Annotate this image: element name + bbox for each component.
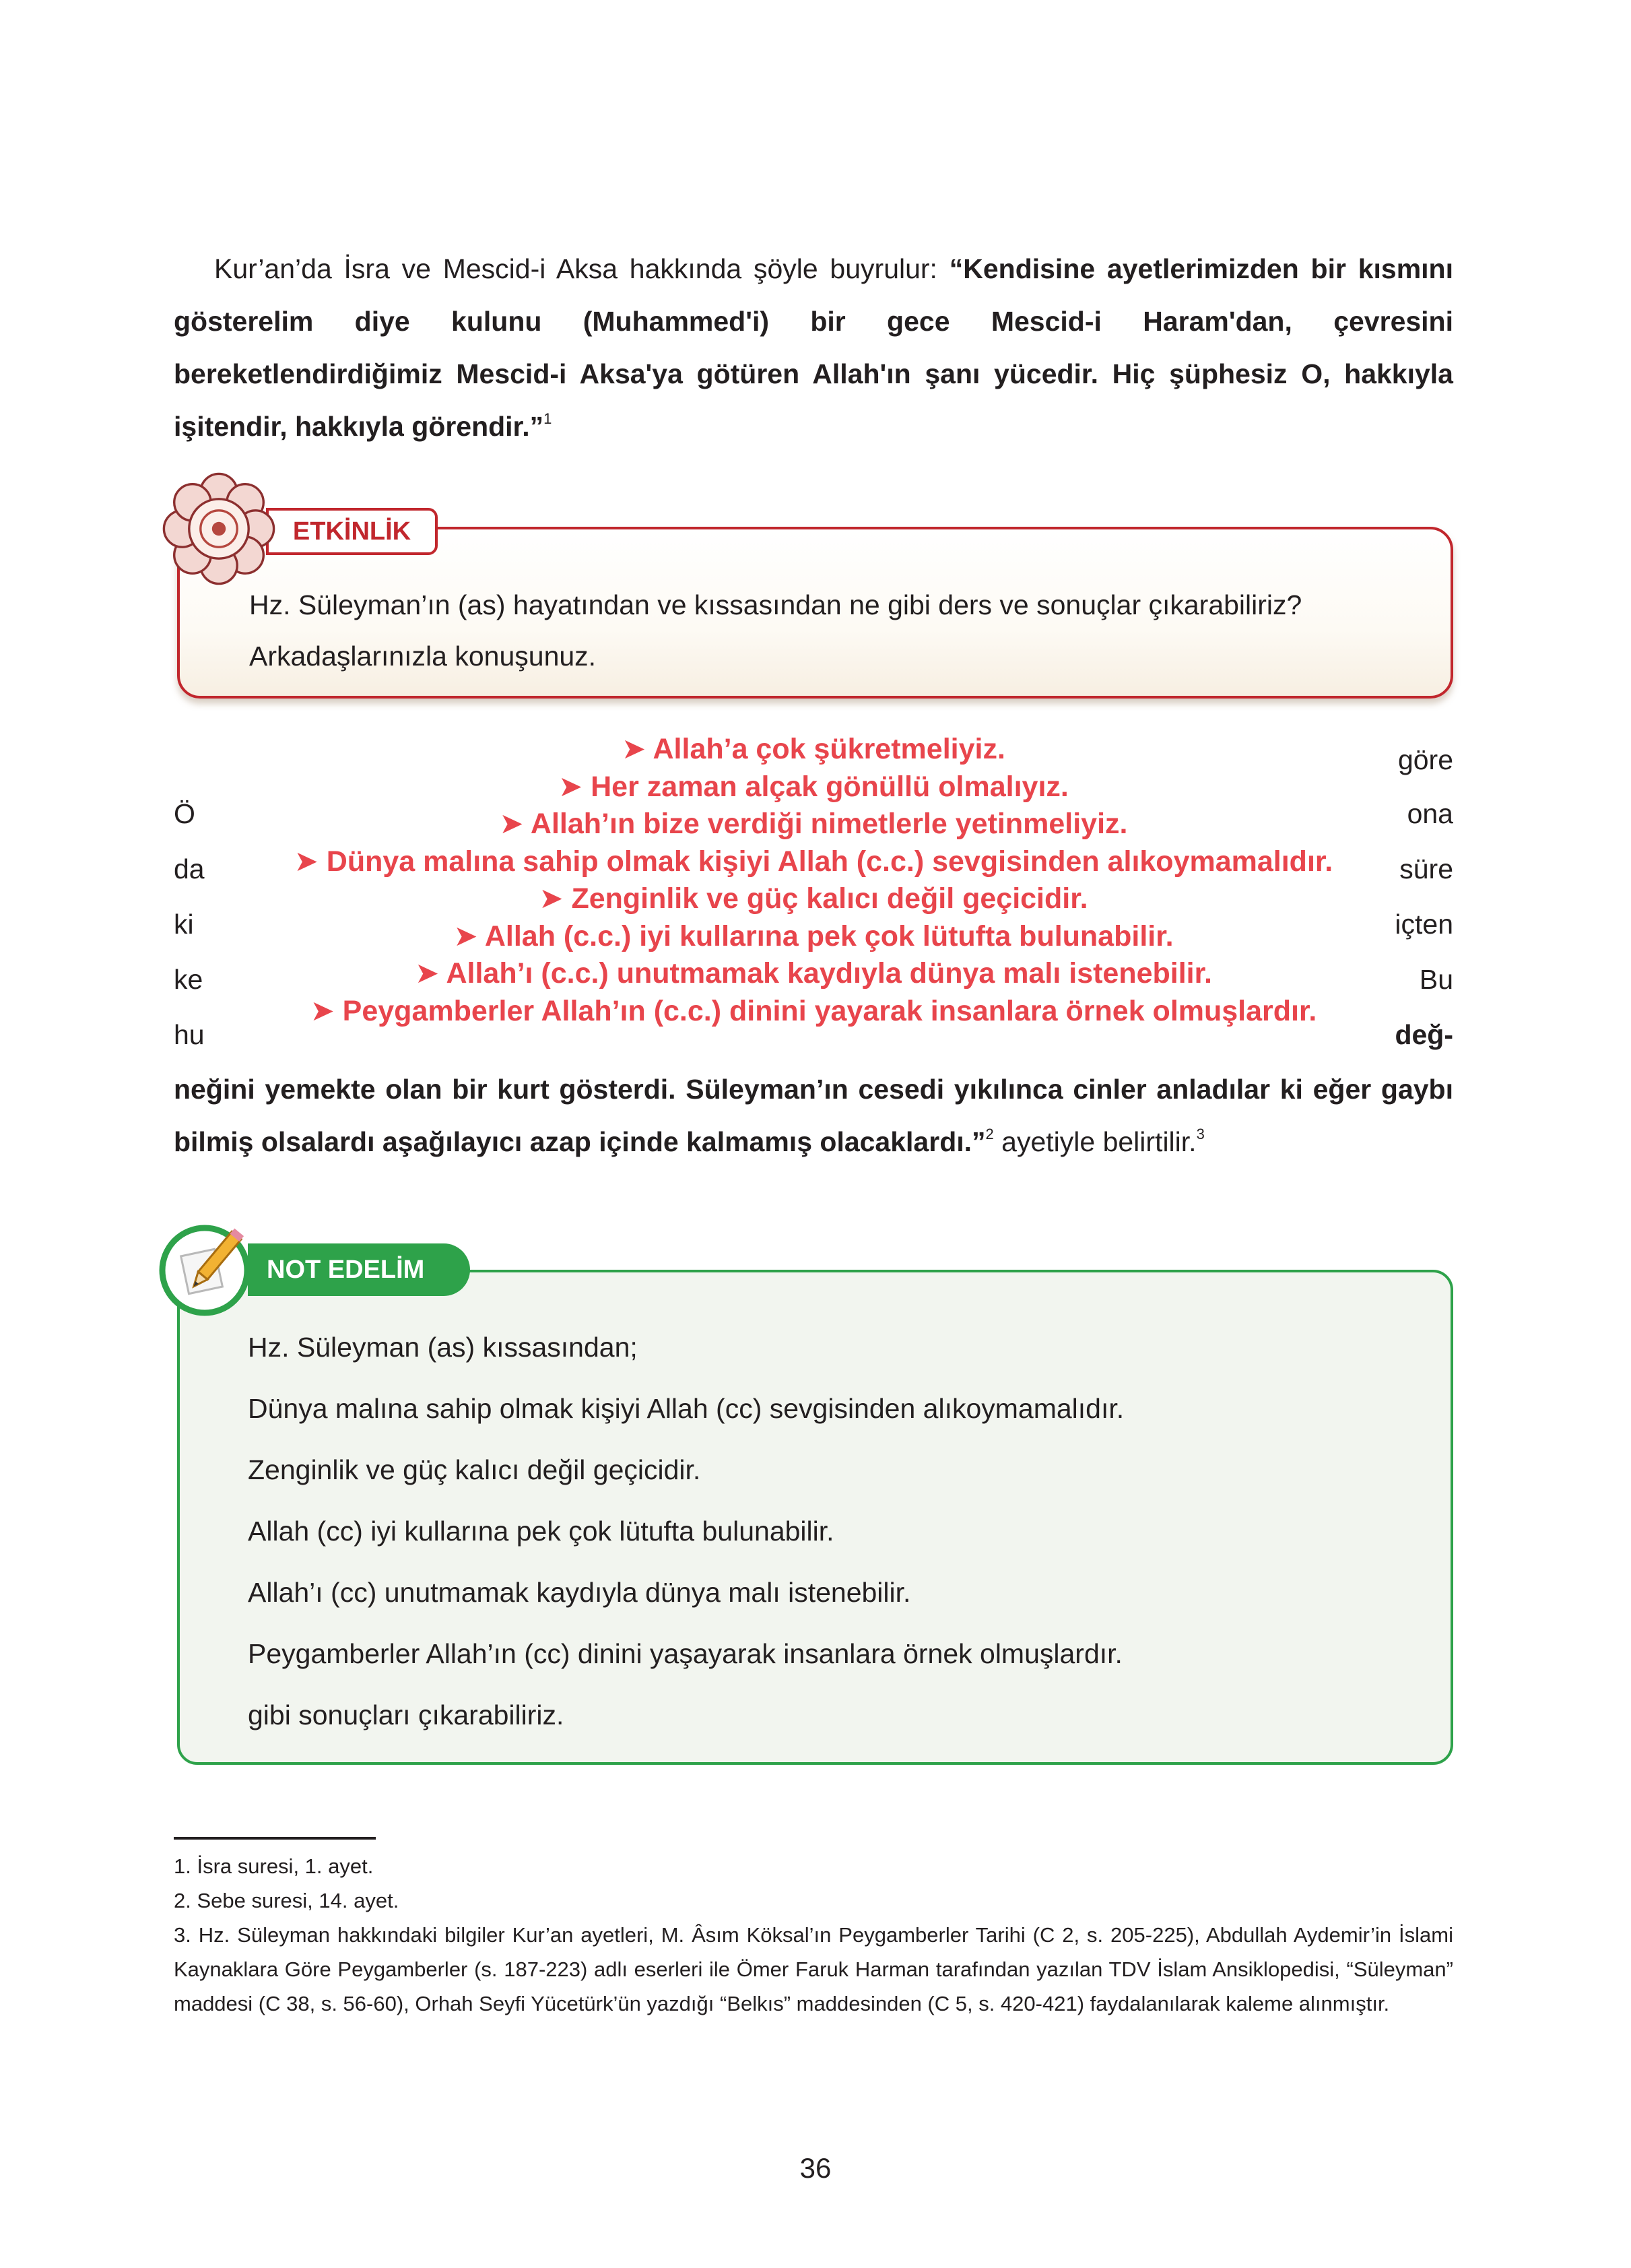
fragment-right-4: içten [1395,909,1453,940]
not-edelim-line: Zenginlik ve güç kalıcı değil geçicidir. [248,1454,701,1485]
footnote-divider [174,1837,376,1840]
fragment-left-2: da [174,853,205,884]
continuation-paragraph [174,1063,1453,1168]
answer-item: ➤ Allah (c.c.) iyi kullarına pek çok lütufta bulunabilir. [174,918,1453,956]
footnote-1: 1. İsra suresi, 1. ayet. [174,1854,374,1878]
footnote-ref-1: 1 [543,410,552,427]
fragment-left-1: Ö [174,798,195,829]
not-edelim-list [248,1317,1420,1746]
footnote-ref-3: 3 [1196,1126,1205,1142]
fragment-left-5: hu [174,1019,205,1050]
answer-item: ➤ Her zaman alçak gönüllü olmalıyız. [174,769,1453,806]
intro-plain: Kur’an’da İsra ve Mescid-i Aksa hakkında şöyle buyrulur: [214,253,950,284]
footnote-2: 2. Sebe suresi, 14. ayet. [174,1889,399,1912]
etkinlik-question: Hz. Süleyman’ın (as) hayatından ve kıssasından ne gibi ders ve sonuçlar çıkarabiliriz? Arkadaşlarınızla konuşunuz. [249,589,1302,672]
answer-item: ➤ Peygamberler Allah’ın (c.c.) dinini yayarak insanlara örnek olmuşlardır. [174,993,1453,1031]
answer-item: ➤ Zenginlik ve güç kalıcı değil geçicidir. [174,880,1453,918]
fragment-right-6: değ- [1395,1019,1453,1050]
continuation-quote: neğini yemekte olan bir kurt gösterdi. Süleyman’ın cesedi yıkılınca cinler anladılar ki eğer gaybı bilmiş olsalardı aşağılayıcı azap içinde kalmamış olacaklardı.” [174,1074,1453,1157]
not-edelim-line: Allah’ı (cc) unutmamak kaydıyla dünya malı istenebilir. [248,1577,911,1608]
not-edelim-line: Allah (cc) iyi kullarına pek çok lütufta bulunabilir. [248,1516,834,1547]
etkinlik-label: ETKİNLİK [266,508,438,555]
pencil-note-icon [156,1218,257,1319]
fragment-right-2: ona [1407,798,1453,829]
fragment-left-4: ke [174,964,203,995]
fragment-right-5: Bu [1419,964,1453,995]
footnote-ref-2: 2 [985,1126,994,1142]
not-edelim-line: Hz. Süleyman (as) kıssasından; [248,1332,638,1363]
answer-list [174,731,1453,1030]
footnote-3: 3. Hz. Süleyman hakkındaki bilgiler Kur’an ayetleri, M. Âsım Köksal’ın Peygamberler Tarihi (C 2, s. 205-225), Abdullah Aydemir’in İslami Kaynaklara Göre Peygamberler (s. 187-223) adlı eserleri ile Ömer Faruk Harman tarafından yazılan TDV İslam Ansiklopedisi, “Süleyman” maddesi (C 38, s. 56-60), Orhah Seyfi Yücetürk’ün yazdığı “Belkıs” maddesinden (C 5, s. 420-421) faydalanılarak kaleme alınmıştır. [174,1923,1453,2015]
answer-item: ➤ Allah’ın bize verdiği nimetlerle yetinmeliyiz. [174,806,1453,843]
footnotes [174,1849,1453,2021]
continuation-tail: ayetiyle belirtilir. [993,1126,1197,1157]
not-edelim-line: Peygamberler Allah’ın (cc) dinini yaşayarak insanlara örnek olmuşlardır. [248,1638,1123,1669]
not-edelim-line: gibi sonuçları çıkarabiliriz. [248,1699,564,1730]
page-number: 36 [799,2152,832,2184]
not-edelim-line: Dünya malına sahip olmak kişiyi Allah (cc) sevgisinden alıkoymamalıdır. [248,1393,1125,1424]
fragment-right-3: süre [1399,853,1453,884]
answer-item: ➤ Allah’a çok şükretmeliyiz. [174,731,1453,769]
rosette-ornament-icon [162,472,276,586]
fragment-left-3: ki [174,909,194,940]
intro-quote: “Kendisine ayetlerimizden bir kısmını gösterelim diye kulunu (Muhammed'i) bir gece Mescid-i Haram'dan, çevresini bereketlendirdiğimiz Mescid-i Aksa'ya götüren Allah'ın şanı yücedir. Hiç şüphesiz O, hakkıyla işitendir, hakkıyla görendir.” [174,253,1453,442]
fragment-right-1: göre [1397,744,1453,775]
intro-paragraph [174,242,1453,453]
answer-item: ➤ Allah’ı (c.c.) unutmamak kaydıyla dünya malı istenebilir. [174,955,1453,993]
not-edelim-label: NOT EDELİM [248,1243,470,1296]
answer-item: ➤ Dünya malına sahip olmak kişiyi Allah (c.c.) sevgisinden alıkoymamalıdır. [174,843,1453,881]
